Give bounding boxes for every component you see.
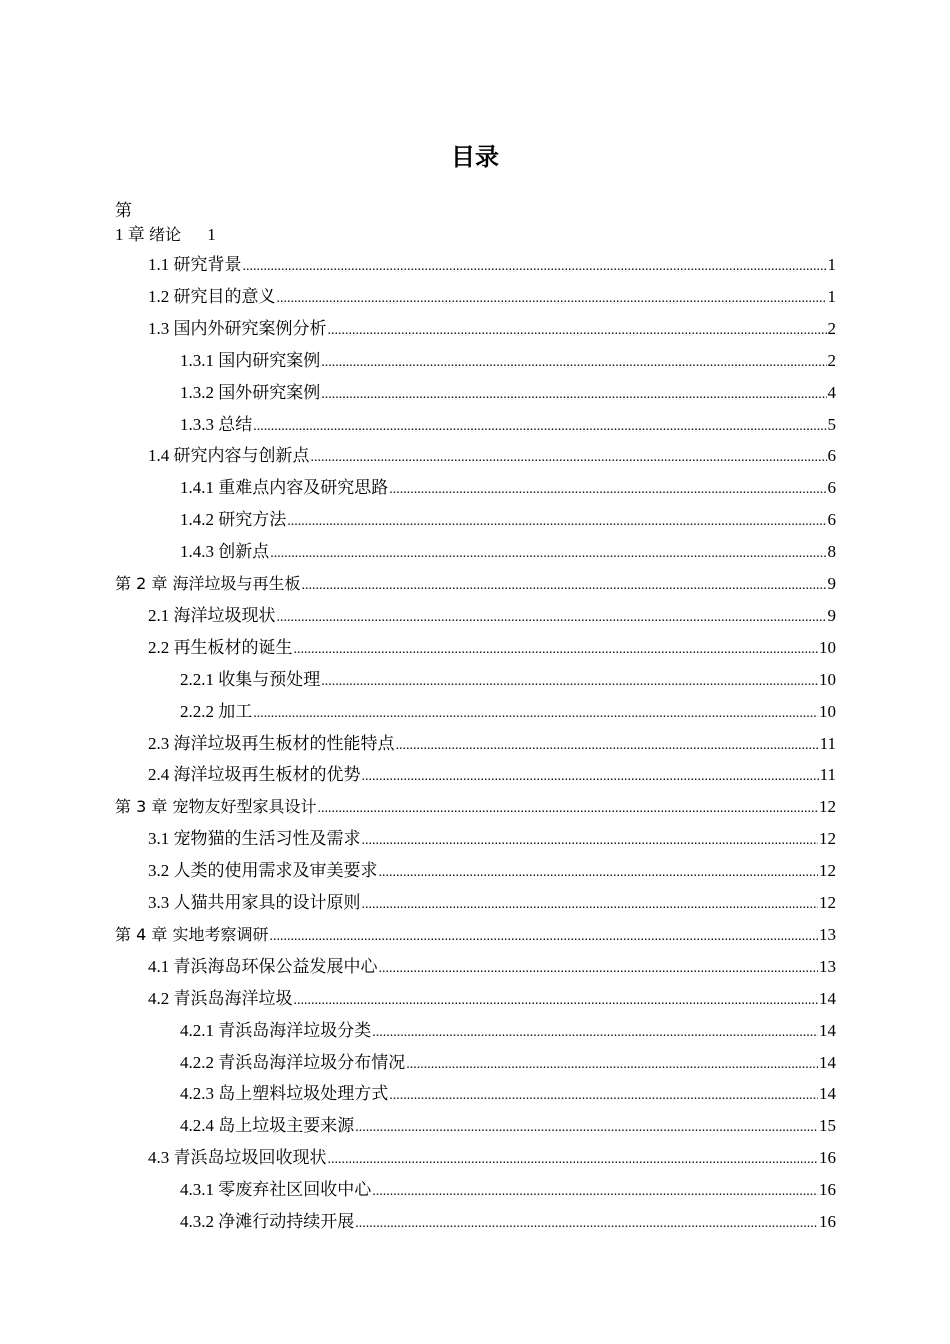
toc-entry-label: 4.2.1 青浜岛海洋垃圾分类 — [180, 1021, 372, 1040]
toc-section[interactable] — [148, 316, 836, 342]
toc-dot-leader — [355, 1209, 818, 1237]
toc-entry-label: 3.3 人猫共用家具的设计原则 — [148, 893, 361, 912]
toc-entry-page: 6 — [827, 510, 836, 529]
toc-entry-page: 16 — [819, 1180, 836, 1199]
toc-entry-page: 11 — [819, 765, 836, 784]
toc-entry-label: 2.4 海洋垃圾再生板材的优势 — [148, 765, 361, 784]
toc-dot-leader — [321, 380, 826, 408]
toc-entry-label: 1.4.1 重难点内容及研究思路 — [180, 478, 389, 497]
toc-dot-leader — [362, 826, 819, 854]
toc-entry-label: 1.4 研究内容与创新点 — [148, 446, 310, 465]
toc-entry-label: 4.2 青浜岛海洋垃圾 — [148, 989, 293, 1008]
toc-entry-page: 13 — [819, 957, 836, 976]
toc-entry-page: 4 — [827, 383, 836, 402]
toc-entry-page: 2 — [827, 351, 836, 370]
toc-subsection[interactable] — [180, 348, 836, 374]
toc-dot-leader — [406, 1050, 818, 1078]
toc-subsection[interactable] — [180, 539, 836, 565]
toc-entry-page: 9 — [827, 606, 836, 625]
toc-entry-label: 4.3.2 净滩行动持续开展 — [180, 1212, 355, 1231]
toc-subsection[interactable] — [180, 1113, 836, 1139]
toc-subsection[interactable] — [180, 1050, 836, 1076]
toc-dot-leader — [301, 571, 826, 599]
toc-entry-page: 14 — [819, 1021, 836, 1040]
toc-entry-page: 5 — [827, 415, 836, 434]
toc-entry-label: 2.2.1 收集与预处理 — [180, 670, 321, 689]
toc-subsection[interactable] — [180, 699, 836, 725]
toc-entry-label: 2.2.2 加工 — [180, 702, 253, 721]
toc-entry-page: 12 — [819, 797, 836, 816]
toc-chapter-1-name: 绪论 — [149, 225, 182, 244]
toc-title: 目录 — [451, 143, 499, 171]
toc-dot-leader — [379, 858, 819, 886]
toc-entry-label: 1.2 研究目的意义 — [148, 287, 276, 306]
toc-entry-page: 1 — [827, 255, 836, 274]
toc-entry-page: 14 — [819, 989, 836, 1008]
toc-entry-page: 6 — [827, 478, 836, 497]
toc-subsection[interactable] — [180, 1209, 836, 1235]
toc-entry-label: 4.3 青浜岛垃圾回收现状 — [148, 1148, 327, 1167]
toc-entry-label: 1.4.2 研究方法 — [180, 510, 287, 529]
toc-dot-leader — [311, 443, 827, 471]
toc-chapter[interactable] — [115, 794, 836, 820]
toc-dot-leader — [355, 1113, 818, 1141]
toc-dot-leader — [294, 635, 819, 663]
toc-entry-page: 16 — [819, 1148, 836, 1167]
toc-chapter[interactable] — [115, 922, 836, 948]
toc-entry-label: 3.2 人类的使用需求及审美要求 — [148, 861, 378, 880]
toc-dot-leader — [277, 603, 827, 631]
toc-section[interactable] — [148, 635, 836, 661]
toc-section[interactable] — [148, 858, 836, 884]
toc-dot-leader — [389, 1081, 818, 1109]
toc-chapter[interactable] — [115, 571, 836, 597]
toc-entry-page: 10 — [819, 638, 836, 657]
toc-entry-label: 1.1 研究背景 — [148, 255, 242, 274]
toc-dot-leader — [253, 699, 818, 727]
toc-dot-leader — [253, 412, 826, 440]
toc-entry-page: 2 — [827, 319, 836, 338]
toc-section[interactable] — [148, 252, 836, 278]
toc-section[interactable] — [148, 986, 836, 1012]
toc-entry-label: 4.2.2 青浜岛海洋垃圾分布情况 — [180, 1053, 406, 1072]
toc-section[interactable] — [148, 762, 836, 788]
toc-entry-page: 6 — [827, 446, 836, 465]
toc-subsection[interactable] — [180, 412, 836, 438]
toc-chapter-1-page: 1 — [207, 225, 216, 244]
toc-dot-leader — [372, 1177, 818, 1205]
toc-dot-leader — [328, 316, 827, 344]
toc-dot-leader — [321, 348, 826, 376]
toc-entry-page: 13 — [819, 925, 836, 944]
toc-entry-label: 第 2 章 海洋垃圾与再生板 — [115, 574, 301, 593]
toc-entry-label: 1.3.1 国内研究案例 — [180, 351, 321, 370]
toc-entry-page: 15 — [819, 1116, 836, 1135]
toc-subsection[interactable] — [180, 1177, 836, 1203]
toc-entry-page: 14 — [819, 1084, 836, 1103]
toc-entry-page: 12 — [819, 829, 836, 848]
toc-dot-leader — [379, 954, 819, 982]
toc-section[interactable] — [148, 890, 836, 916]
toc-dot-leader — [389, 475, 826, 503]
toc-dot-leader — [396, 731, 819, 759]
toc-entry-label: 2.1 海洋垃圾现状 — [148, 606, 276, 625]
toc-dot-leader — [362, 762, 819, 790]
toc-entry-label: 4.3.1 零废弃社区回收中心 — [180, 1180, 372, 1199]
toc-entry-page: 16 — [819, 1212, 836, 1231]
toc-subsection[interactable] — [180, 1081, 836, 1107]
toc-dot-leader — [243, 252, 827, 280]
toc-entry-page: 11 — [819, 734, 836, 753]
toc-subsection[interactable] — [180, 507, 836, 533]
toc-entry-label: 2.2 再生板材的诞生 — [148, 638, 293, 657]
toc-dot-leader — [317, 794, 818, 822]
toc-entry-label: 2.3 海洋垃圾再生板材的性能特点 — [148, 734, 395, 753]
toc-entry-page: 12 — [819, 861, 836, 880]
toc-entry-label: 4.2.4 岛上垃圾主要来源 — [180, 1116, 355, 1135]
toc-entry-label: 1.3.3 总结 — [180, 415, 253, 434]
toc-section[interactable] — [148, 731, 836, 757]
toc-entry-label: 1.4.3 创新点 — [180, 542, 270, 561]
toc-entry-label: 1.3 国内外研究案例分析 — [148, 319, 327, 338]
toc-entry-label: 第 3 章 宠物友好型家具设计 — [115, 797, 317, 816]
toc-section[interactable] — [148, 826, 836, 852]
toc-section[interactable] — [148, 1145, 836, 1171]
toc-subsection[interactable] — [180, 475, 836, 501]
toc-section[interactable] — [148, 954, 836, 980]
toc-entry-page: 1 — [827, 287, 836, 306]
toc-entry-label: 1.3.2 国外研究案例 — [180, 383, 321, 402]
toc-entry-page: 12 — [819, 893, 836, 912]
toc-entry-page: 10 — [819, 702, 836, 721]
toc-entry-label: 4.1 青浜海岛环保公益发展中心 — [148, 957, 378, 976]
toc-dot-leader — [269, 922, 818, 950]
toc-subsection[interactable] — [180, 380, 836, 406]
toc-entry-page: 10 — [819, 670, 836, 689]
toc-dot-leader — [362, 890, 819, 918]
toc-dot-leader — [294, 986, 819, 1014]
toc-entry-page: 8 — [827, 542, 836, 561]
toc-section[interactable] — [148, 284, 836, 310]
toc-entry-label: 4.2.3 岛上塑料垃圾处理方式 — [180, 1084, 389, 1103]
toc-section[interactable] — [148, 443, 836, 469]
toc-entry-label: 3.1 宠物猫的生活习性及需求 — [148, 829, 361, 848]
toc-entry-page: 9 — [827, 574, 836, 593]
toc-dot-leader — [321, 667, 818, 695]
toc-chapter-1[interactable] — [115, 222, 216, 248]
toc-subsection[interactable] — [180, 667, 836, 693]
toc-dot-leader — [372, 1018, 818, 1046]
toc-entry-page: 14 — [819, 1053, 836, 1072]
toc-subsection[interactable] — [180, 1018, 836, 1044]
toc-section[interactable] — [148, 603, 836, 629]
toc-dot-leader — [328, 1145, 819, 1173]
toc-entry-label: 第 4 章 实地考察调研 — [115, 925, 269, 944]
toc-chapter-1-prefix: 第 — [115, 201, 132, 221]
toc-dot-leader — [277, 284, 827, 312]
toc-chapter-1-number: 1 章 — [115, 225, 145, 244]
toc-dot-leader — [270, 539, 826, 567]
toc-dot-leader — [287, 507, 826, 535]
